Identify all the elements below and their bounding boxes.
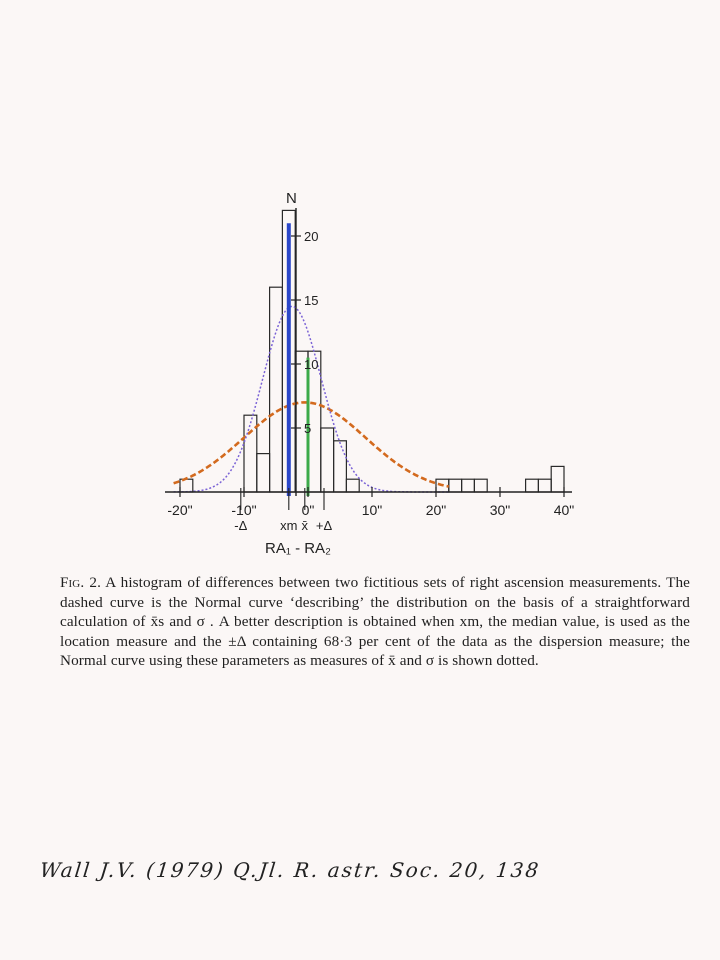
histogram-bar bbox=[257, 454, 270, 492]
histogram-bar bbox=[321, 428, 334, 492]
normal-curves bbox=[174, 306, 449, 492]
histogram-bars bbox=[180, 210, 564, 492]
marker-label: -Δ bbox=[234, 518, 248, 533]
caption-text: A histogram of differences between two fictitious sets of right ascension measurements. The dashed curve is the Normal curve ‘describing’ the distribution on the basis of a straightforward calculation of x̄s and σ . A better description is obtained when xm, the median value, is used as the location measure and the ±Δ containing 68·3 per cent of the data as the dispersion measure; the Normal curve using these parameters as measures of x̄ and σ is shown dotted. bbox=[60, 574, 690, 670]
y-tick-label: 10 bbox=[304, 357, 319, 372]
x-tick-label: 30" bbox=[489, 502, 511, 518]
histogram-bar bbox=[346, 479, 359, 492]
y-tick-label: 15 bbox=[304, 293, 319, 308]
marker-label: xm bbox=[280, 518, 298, 533]
histogram-bar bbox=[449, 479, 462, 492]
dashed-normal-curve bbox=[174, 402, 449, 486]
histogram-bar bbox=[180, 479, 193, 492]
x-tick-label: 20" bbox=[425, 502, 447, 518]
x-tick-label: -10" bbox=[231, 502, 257, 518]
y-tick-label: 5 bbox=[304, 421, 312, 436]
caption-label: Fig. 2. bbox=[60, 574, 101, 591]
histogram-bar bbox=[526, 479, 539, 492]
x-tick-label: 10" bbox=[361, 502, 383, 518]
x-tick-label: 40" bbox=[553, 502, 575, 518]
handwritten-citation: Wall J.V. (1979) Q.Jl. R. astr. Soc. 20, 138 bbox=[38, 858, 542, 882]
y-tick-label: 20 bbox=[304, 229, 319, 244]
x-tick-label: 0" bbox=[301, 502, 315, 518]
histogram-bar bbox=[334, 441, 347, 492]
histogram-bar bbox=[462, 479, 475, 492]
x-axis-label: RA₁ - RA₂ bbox=[265, 540, 331, 557]
marker-label: +Δ bbox=[315, 518, 333, 533]
axes bbox=[165, 208, 574, 533]
x-tick-label: -20" bbox=[167, 502, 193, 518]
histogram-bar bbox=[538, 479, 551, 492]
histogram-bar bbox=[474, 479, 487, 492]
y-axis-label: N bbox=[286, 190, 297, 207]
marker-label: x̄ bbox=[301, 518, 309, 533]
histogram-bar bbox=[270, 287, 283, 492]
figure-caption bbox=[60, 573, 690, 671]
dotted-normal-curve bbox=[174, 306, 449, 492]
histogram-bar bbox=[551, 466, 564, 492]
